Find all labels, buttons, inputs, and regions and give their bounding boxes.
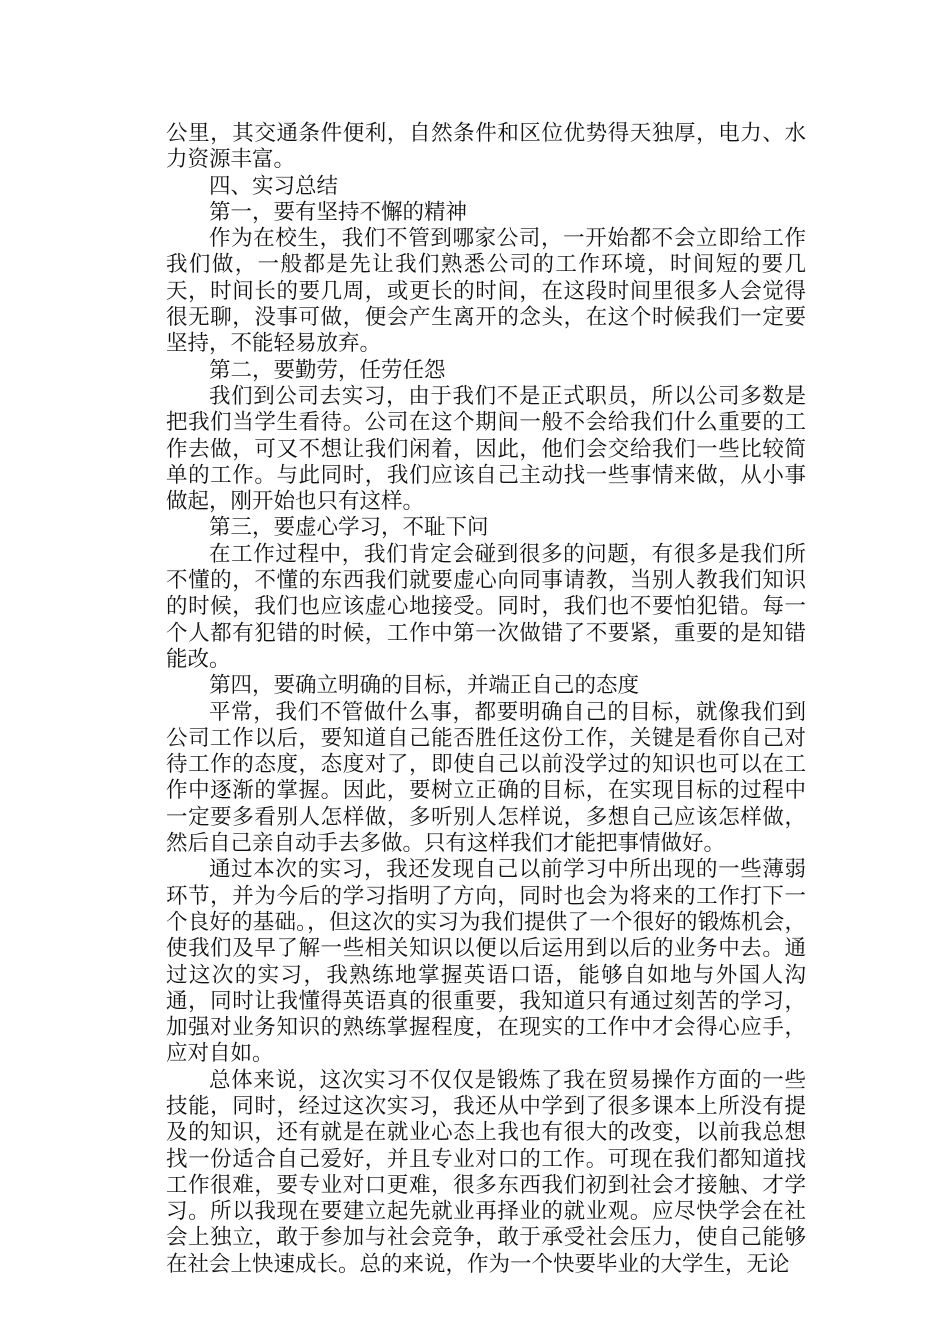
subheading-second: 第二，要勤劳，任劳任怨 bbox=[209, 357, 446, 383]
paragraph-first: 作为在校生，我们不管到哪家公司，一开始都不会立即给工作我们做，一般都是先让我们熟悉公司的工作环境，时间短的要几天，时间长的要几周，或更长的时间，在这段时间里很多人会觉得很无聊，没事可做，便会产生离开的念头，在这个时候我们一定要坚持，不能轻易放弃。 bbox=[166, 226, 806, 357]
paragraph-fourth: 平常，我们不管做什么事，都要明确自己的目标，就像我们到公司工作以后，要知道自己能否胜任这份工作，关键是看你自己对待工作的态度，态度对了，即使自己以前没学过的知识也可以在工作中逐渐的掌握。因此，要树立正确的目标，在实现目标的过程中一定要多看别人怎样做，多听别人怎样说，多想自己应该怎样做，然后自己亲自动手去多做。只有这样我们才能把事情做好。 bbox=[166, 699, 806, 857]
paragraph-continuation: 公里，其交通条件便利，自然条件和区位优势得天独厚，电力、水力资源丰富。 bbox=[166, 121, 806, 173]
paragraph-reflection: 通过本次的实习，我还发现自己以前学习中所出现的一些薄弱环节，并为今后的学习指明了方向，同时也会为将来的工作打下一个良好的基础。，但这次的实习为我们提供了一个很好的锻炼机会，使我们及早了解一些相关知识以便以后运用到以后的业务中去。通过这次的实习，我熟练地掌握英语口语，能够自如地与外国人沟通，同时让我懂得英语真的很重要，我知道只有通过刻苦的学习，加强对业务知识的熟练掌握程度，在现实的工作中才会得心应手，应对自如。 bbox=[166, 857, 806, 1067]
document-page bbox=[166, 121, 806, 1278]
subheading-first: 第一，要有坚持不懈的精神 bbox=[209, 199, 468, 225]
section-heading-summary: 四、实习总结 bbox=[209, 173, 339, 199]
paragraph-second: 我们到公司去实习，由于我们不是正式职员，所以公司多数是把我们当学生看待。公司在这个期间一般不会给我们什么重要的工作去做，可又不想让我们闲着，因此，他们会交给我们一些比较简单的工作。与此同时，我们应该自己主动找一些事情来做，从小事做起，刚开始也只有这样。 bbox=[166, 383, 806, 515]
subheading-third: 第三，要虚心学习，不耻下问 bbox=[209, 515, 489, 541]
subheading-fourth: 第四，要确立明确的目标，并端正自己的态度 bbox=[209, 673, 640, 699]
paragraph-overall: 总体来说，这次实习不仅仅是锻炼了我在贸易操作方面的一些技能，同时，经过这次实习，我还从中学到了很多课本上所没有提及的知识，还有就是在就业心态上我也有很大的改变，以前我总想找一份适合自己爱好，并且专业对口的工作。可现在我们都知道找工作很难，要专业对口更难，很多东西我们初到社会才接触、才学习。所以我现在要建立起先就业再择业的就业观。应尽快学会在社会上独立，敢于参加与社会竞争，敢于承受社会压力，使自己能够在社会上快速成长。总的来说，作为一个快要毕业的大学生，无论 bbox=[166, 1067, 806, 1277]
paragraph-third: 在工作过程中，我们肯定会碰到很多的问题，有很多是我们所不懂的，不懂的东西我们就要虚心向同事请教，当别人教我们知识的时候，我们也应该虚心地接受。同时，我们也不要怕犯错。每一个人都有犯错的时候，工作中第一次做错了不要紧，重要的是知错能改。 bbox=[166, 541, 806, 672]
